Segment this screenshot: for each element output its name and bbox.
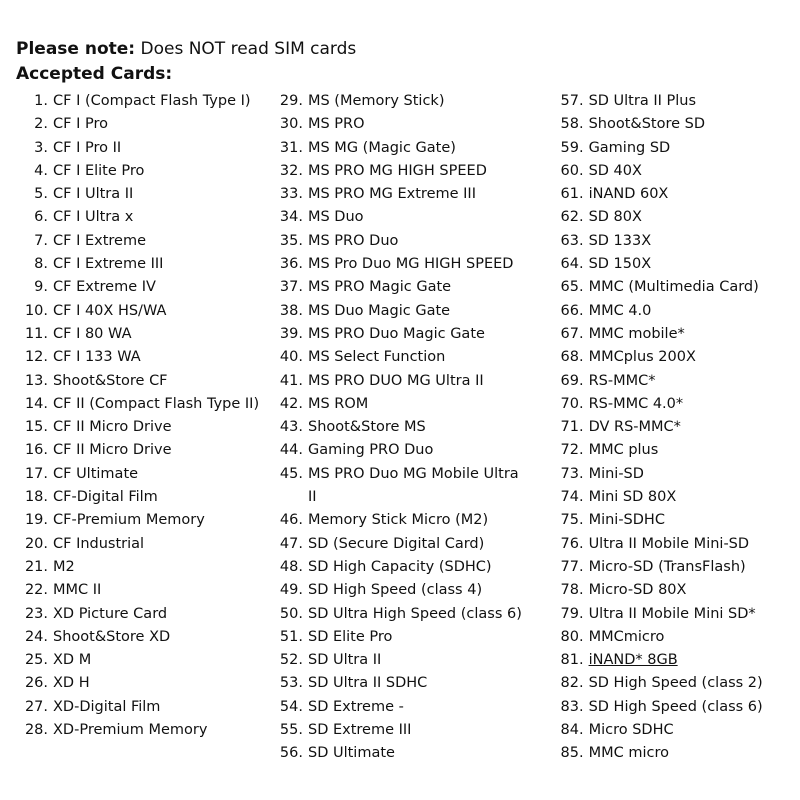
item-label: MS PRO Magic Gate (307, 279, 452, 296)
list-item (277, 533, 558, 556)
item-label: CF I Extreme III (53, 256, 164, 273)
list-item (22, 90, 277, 113)
item-label: CF I Pro II (53, 139, 122, 156)
item-label: CF-Premium Memory (53, 512, 205, 529)
list-item (558, 579, 784, 602)
item-number: 36. (279, 256, 303, 273)
item-label: SD Extreme - (307, 698, 404, 715)
list-item (22, 556, 277, 579)
list-item (277, 346, 558, 369)
item-number: 26. (24, 675, 48, 692)
list-item (558, 509, 784, 532)
item-number: 12. (24, 349, 48, 366)
list-item (558, 463, 784, 486)
item-label: MS Select Function (307, 349, 446, 366)
item-number: 59. (560, 139, 584, 156)
item-label: iNAND 60X (588, 186, 669, 203)
list-item (558, 719, 784, 742)
item-label: DV RS-MMC* (588, 419, 681, 436)
item-label: SD Extreme III (307, 722, 412, 739)
list-item (22, 696, 277, 719)
item-number: 65. (560, 279, 584, 296)
item-number: 56. (279, 745, 303, 762)
item-number: 54. (279, 698, 303, 715)
list-item (22, 463, 277, 486)
item-number: 76. (560, 535, 584, 552)
item-label: Mini-SDHC (588, 512, 665, 529)
item-label: MMC plus (588, 442, 659, 459)
list-item (277, 90, 558, 113)
item-label: Ultra II Mobile Mini-SD (588, 535, 750, 552)
item-number: 84. (560, 722, 584, 739)
list-item (558, 113, 784, 136)
item-number: 78. (560, 582, 584, 599)
item-label: MS ROM (307, 395, 369, 412)
list-item (558, 160, 784, 183)
list-item (277, 672, 558, 695)
item-label: CF I Extreme (53, 232, 146, 249)
item-label: MMC mobile* (588, 325, 685, 342)
item-label: CF Ultimate (53, 465, 139, 482)
item-number: 73. (560, 465, 584, 482)
list-item (558, 137, 784, 160)
list-item (277, 160, 558, 183)
item-label: CF I Ultra II (53, 186, 134, 203)
list-item (22, 486, 277, 509)
item-number: 35. (279, 232, 303, 249)
item-label: CF I Elite Pro (53, 162, 145, 179)
item-label: SD Ultra II SDHC (307, 675, 428, 692)
item-number: 44. (279, 442, 303, 459)
list-item (22, 509, 277, 532)
item-label: Shoot&Store MS (307, 419, 426, 436)
item-number: 18. (24, 489, 48, 506)
list-item (277, 230, 558, 253)
item-number: 75. (560, 512, 584, 529)
item-number: 58. (560, 116, 584, 133)
list-item (277, 276, 558, 299)
item-label: SD 150X (588, 256, 652, 273)
item-number: 10. (24, 302, 48, 319)
list-item (277, 463, 558, 510)
list-item (558, 393, 784, 416)
list-item (22, 323, 277, 346)
card-list-3 (558, 90, 784, 766)
list-item (558, 439, 784, 462)
list-item (277, 323, 558, 346)
item-number: 68. (560, 349, 584, 366)
item-label: Shoot&Store SD (588, 116, 705, 133)
list-item (277, 416, 558, 439)
item-label: CF I Pro (53, 116, 108, 133)
item-label: MMC (Multimedia Card) (588, 279, 759, 296)
list-item (22, 393, 277, 416)
item-number: 13. (24, 372, 48, 389)
item-label: Shoot&Store XD (53, 628, 171, 645)
list-item (22, 346, 277, 369)
list-item (558, 300, 784, 323)
list-item (22, 439, 277, 462)
item-number: 49. (279, 582, 303, 599)
item-label: MS PRO (307, 116, 365, 133)
item-label: Mini SD 80X (588, 489, 677, 506)
item-number: 5. (34, 186, 48, 203)
please-note-line (16, 38, 784, 60)
list-item (558, 183, 784, 206)
card-list-column-1 (16, 90, 277, 742)
item-label: SD High Speed (class 4) (307, 582, 483, 599)
item-label: MMCplus 200X (588, 349, 696, 366)
item-label: RS-MMC* (588, 372, 656, 389)
item-label: Gaming SD (588, 139, 671, 156)
item-number: 39. (279, 325, 303, 342)
item-number: 29. (279, 93, 303, 109)
item-label: SD Ultra High Speed (class 6) (307, 605, 522, 622)
item-label: MS PRO Duo (307, 232, 399, 249)
list-item (22, 672, 277, 695)
item-number: 61. (560, 186, 584, 203)
item-label: Ultra II Mobile Mini SD* (588, 605, 756, 622)
item-number: 31. (279, 139, 303, 156)
list-item (558, 253, 784, 276)
item-number: 79. (560, 605, 584, 622)
list-item (22, 183, 277, 206)
list-item (558, 346, 784, 369)
list-item (558, 603, 784, 626)
list-item (22, 416, 277, 439)
please-note-label: Please note: (16, 39, 136, 59)
list-item (558, 90, 784, 113)
item-label: SD High Speed (class 6) (588, 698, 763, 715)
item-label: Gaming PRO Duo (307, 442, 434, 459)
item-number: 25. (24, 652, 48, 669)
item-number: 43. (279, 419, 303, 436)
list-item (277, 137, 558, 160)
item-number: 17. (24, 465, 48, 482)
accepted-cards-heading: Accepted Cards: (16, 64, 173, 84)
item-number: 82. (560, 675, 584, 692)
item-number: 23. (24, 605, 48, 622)
list-item (22, 579, 277, 602)
list-item (22, 533, 277, 556)
card-list-1 (22, 90, 277, 742)
item-label: SD High Speed (class 2) (588, 675, 763, 692)
list-item (277, 113, 558, 136)
list-item (22, 300, 277, 323)
item-label: Micro-SD (TransFlash) (588, 558, 746, 575)
list-item (22, 160, 277, 183)
list-item (22, 603, 277, 626)
list-item (558, 556, 784, 579)
item-number: 34. (279, 209, 303, 226)
item-label: CF I Ultra x (53, 209, 134, 226)
list-item (277, 649, 558, 672)
list-item (558, 416, 784, 439)
item-number: 40. (279, 349, 303, 366)
item-number: 71. (560, 419, 584, 436)
item-label: MMC 4.0 (588, 302, 652, 319)
list-item (558, 696, 784, 719)
list-item (22, 253, 277, 276)
item-number: 80. (560, 628, 584, 645)
list-item (277, 300, 558, 323)
item-number: 24. (24, 628, 48, 645)
list-item (277, 742, 558, 765)
item-number: 6. (34, 209, 48, 226)
item-number: 48. (279, 558, 303, 575)
item-label: MS PRO MG HIGH SPEED (307, 162, 487, 179)
please-note-text: Does NOT read SIM cards (135, 39, 357, 59)
item-number: 28. (24, 722, 48, 739)
list-item (558, 649, 784, 672)
list-item (277, 253, 558, 276)
item-label: SD Ultimate (307, 745, 395, 762)
item-number: 50. (279, 605, 303, 622)
item-label: XD Picture Card (53, 605, 168, 622)
list-item (558, 742, 784, 765)
item-label: SD 40X (588, 162, 642, 179)
item-number: 77. (560, 558, 584, 575)
list-item (558, 230, 784, 253)
item-number: 72. (560, 442, 584, 459)
item-label: CF Extreme IV (53, 279, 156, 296)
item-label: XD-Digital Film (53, 698, 161, 715)
list-item (277, 206, 558, 229)
item-number: 74. (560, 489, 584, 506)
list-item (22, 649, 277, 672)
item-label: CF II Micro Drive (53, 442, 172, 459)
list-item (277, 626, 558, 649)
item-label: MS PRO MG Extreme III (307, 186, 476, 203)
item-label: CF I 40X HS/WA (53, 302, 167, 319)
item-number: 19. (24, 512, 48, 529)
item-number: 62. (560, 209, 584, 226)
item-number: 3. (34, 139, 48, 156)
item-number: 4. (34, 162, 48, 179)
item-number: 41. (279, 372, 303, 389)
item-number: 30. (279, 116, 303, 133)
list-item (22, 626, 277, 649)
list-item (22, 206, 277, 229)
item-label: SD (Secure Digital Card) (307, 535, 485, 552)
item-label: SD 80X (588, 209, 642, 226)
item-number: 9. (34, 279, 48, 296)
item-label: SD Ultra II Plus (588, 93, 697, 109)
item-label: CF I 80 WA (53, 325, 132, 342)
item-label: MS Pro Duo MG HIGH SPEED (307, 256, 514, 273)
item-label: MS Duo Magic Gate (307, 302, 451, 319)
item-label: CF II (Compact Flash Type II) (53, 395, 260, 412)
item-number: 83. (560, 698, 584, 715)
item-label: MMCmicro (588, 628, 665, 645)
list-item (22, 276, 277, 299)
item-label: XD-Premium Memory (53, 722, 208, 739)
item-label: MS PRO DUO MG Ultra II (307, 372, 484, 389)
list-item (558, 370, 784, 393)
list-item (22, 719, 277, 742)
list-item (558, 626, 784, 649)
item-label: Shoot&Store CF (53, 372, 168, 389)
item-label: CF I (Compact Flash Type I) (53, 93, 251, 109)
item-number: 53. (279, 675, 303, 692)
card-list-2 (277, 90, 558, 766)
list-item (22, 113, 277, 136)
list-item (558, 533, 784, 556)
item-number: 11. (24, 325, 48, 342)
item-number: 60. (560, 162, 584, 179)
list-item (22, 370, 277, 393)
item-label: CF I 133 WA (53, 349, 141, 366)
item-label: SD 133X (588, 232, 652, 249)
item-number: 38. (279, 302, 303, 319)
list-item (558, 276, 784, 299)
item-number: 27. (24, 698, 48, 715)
item-number: 15. (24, 419, 48, 436)
list-item (558, 206, 784, 229)
item-number: 20. (24, 535, 48, 552)
item-number: 69. (560, 372, 584, 389)
item-number: 7. (34, 232, 48, 249)
item-number: 64. (560, 256, 584, 273)
list-item (558, 672, 784, 695)
item-number: 55. (279, 722, 303, 739)
item-label: M2 (53, 558, 75, 575)
item-number: 16. (24, 442, 48, 459)
list-item (277, 696, 558, 719)
item-label: Micro-SD 80X (588, 582, 687, 599)
list-item (277, 579, 558, 602)
item-label: CF Industrial (53, 535, 145, 552)
item-number: 37. (279, 279, 303, 296)
item-number: 57. (560, 93, 584, 109)
item-label: Micro SDHC (588, 722, 674, 739)
item-number: 42. (279, 395, 303, 412)
item-number: 14. (24, 395, 48, 412)
item-number: 21. (24, 558, 48, 575)
item-number: 45. (279, 465, 303, 482)
item-number: 46. (279, 512, 303, 529)
item-label: MS (Memory Stick) (307, 93, 445, 109)
item-label: MS PRO Duo Magic Gate (307, 325, 485, 342)
item-number: 81. (560, 652, 584, 669)
item-label: XD H (53, 675, 90, 692)
list-item (277, 719, 558, 742)
list-item (277, 509, 558, 532)
item-label: Mini-SD (588, 465, 644, 482)
list-item (277, 439, 558, 462)
item-number: 32. (279, 162, 303, 179)
item-number: 67. (560, 325, 584, 342)
item-number: 8. (34, 256, 48, 273)
item-number: 66. (560, 302, 584, 319)
item-label: iNAND* 8GB (588, 652, 678, 669)
item-label: CF-Digital Film (53, 489, 158, 506)
item-number: 70. (560, 395, 584, 412)
item-number: 1. (34, 93, 48, 109)
item-number: 52. (279, 652, 303, 669)
item-label: RS-MMC 4.0* (588, 395, 684, 412)
item-label: MS Duo (307, 209, 364, 226)
list-item (558, 323, 784, 346)
list-item (277, 370, 558, 393)
item-number: 85. (560, 745, 584, 762)
item-label: SD Elite Pro (307, 628, 393, 645)
item-number: 33. (279, 186, 303, 203)
item-number: 63. (560, 232, 584, 249)
card-list-column-3 (558, 90, 784, 766)
item-number: 47. (279, 535, 303, 552)
item-label: XD M (53, 652, 92, 669)
card-list-column-2 (277, 90, 558, 766)
item-label: SD High Capacity (SDHC) (307, 558, 492, 575)
card-list-columns (16, 90, 784, 766)
item-label: MMC micro (588, 745, 669, 762)
item-number: 51. (279, 628, 303, 645)
item-label: MS MG (Magic Gate) (307, 139, 456, 156)
item-label: CF II Micro Drive (53, 419, 172, 436)
item-number: 2. (34, 116, 48, 133)
list-item (22, 230, 277, 253)
list-item (22, 137, 277, 160)
list-item (277, 603, 558, 626)
list-item (277, 556, 558, 579)
item-label: MS PRO Duo MG Mobile Ultra II (307, 465, 519, 506)
item-number: 22. (24, 582, 48, 599)
item-label: Memory Stick Micro (M2) (307, 512, 489, 529)
list-item (277, 393, 558, 416)
list-item (277, 183, 558, 206)
item-label: SD Ultra II (307, 652, 382, 669)
item-label: MMC II (53, 582, 102, 599)
list-item (558, 486, 784, 509)
